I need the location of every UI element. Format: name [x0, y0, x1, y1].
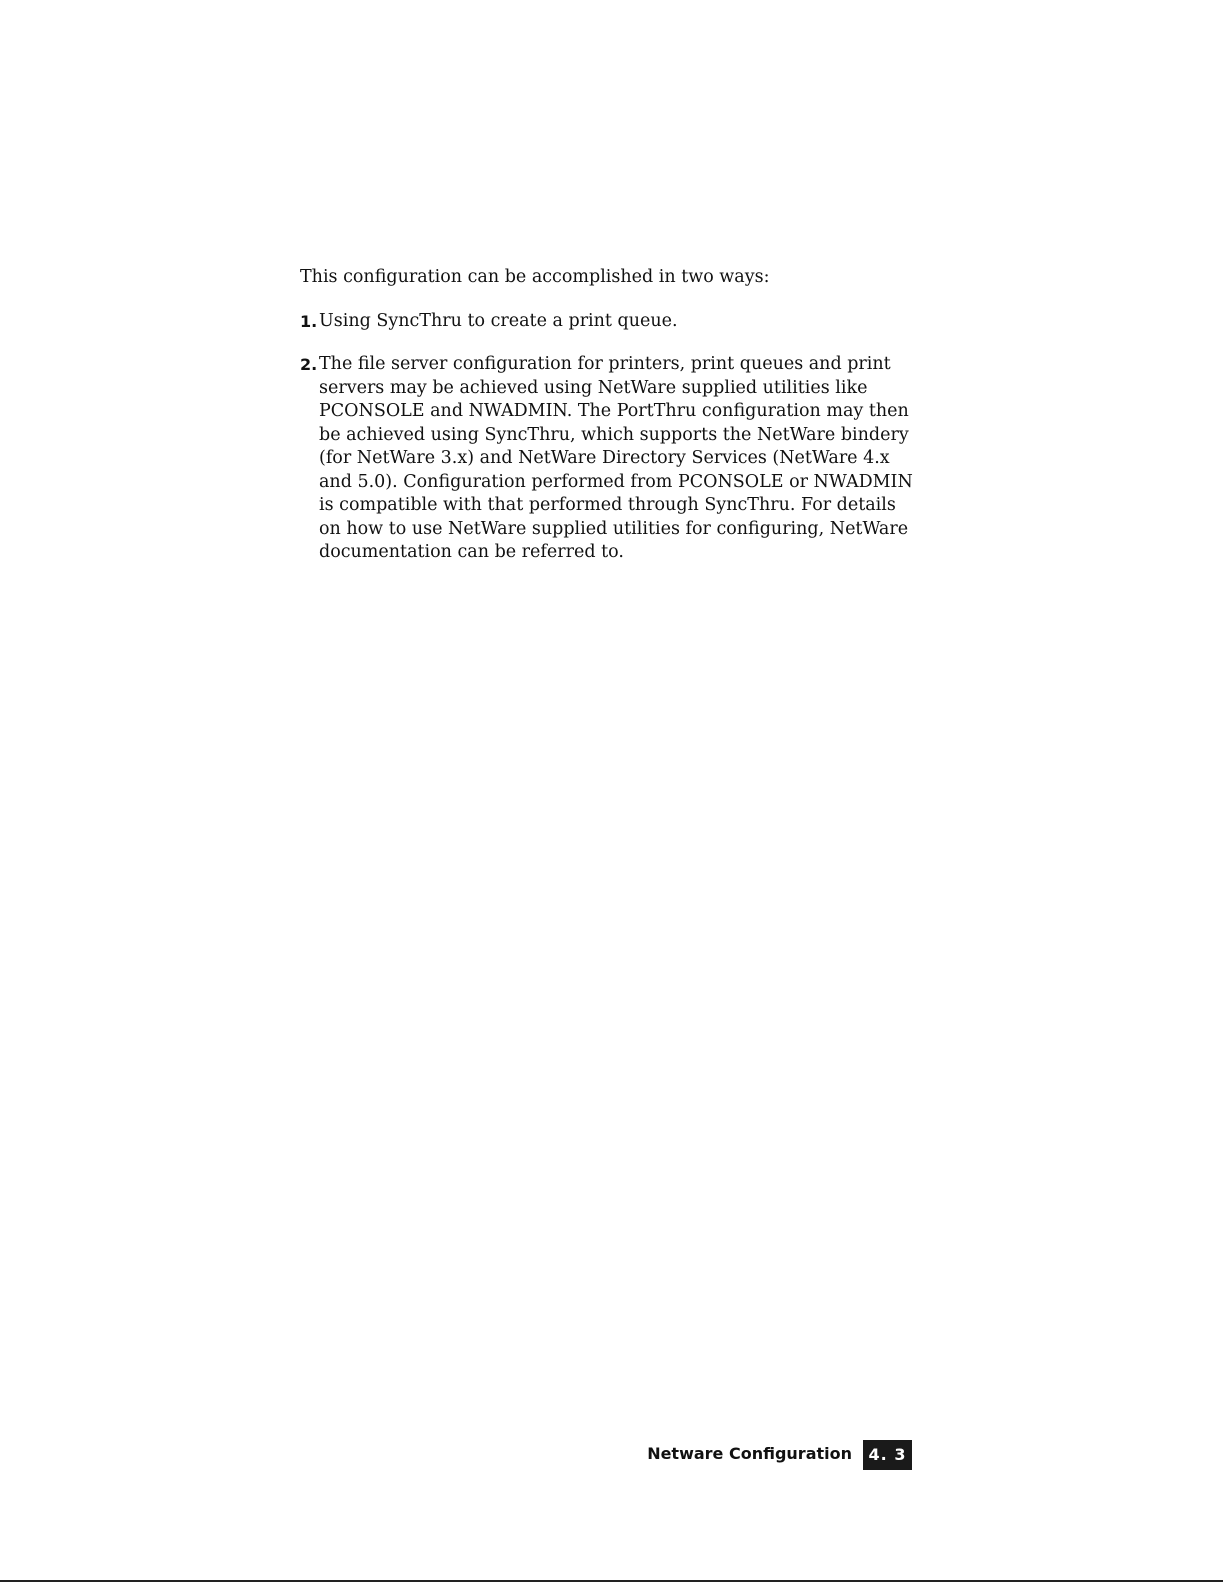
list-item — [300, 353, 920, 565]
page-footer — [0, 1440, 912, 1472]
bottom-rule — [0, 1580, 1223, 1582]
footer-section-title: Netware Configuration — [647, 1444, 852, 1463]
list-item-text: Using SyncThru to create a print queue. — [319, 310, 678, 331]
body-text — [300, 266, 920, 585]
list-item — [300, 310, 920, 334]
list-item-number: 1. — [300, 311, 318, 331]
list-item-number: 2. — [300, 355, 318, 374]
intro-paragraph: This configuration can be accomplished in two ways: — [300, 267, 770, 287]
list-item-text: The file server configuration for printers, print queues and print servers may be achieved using NetWare supplied utilities like PCONSOLE and NWADMIN. The PortThru configuration may then be achieved using SyncThru, which supports the NetWare bindery (for NetWare 3.x) and NetWare Directory Services (NetWare 4.x and 5.0). Configuration performed from PCONSOLE or NWADMIN is compatible with that performed through SyncThru. For details on how to use NetWare supplied utilities for configuring, NetWare documentation can be referred to. — [319, 354, 913, 562]
page-number-badge: 4. 3 — [863, 1440, 912, 1470]
numbered-list — [300, 310, 920, 565]
